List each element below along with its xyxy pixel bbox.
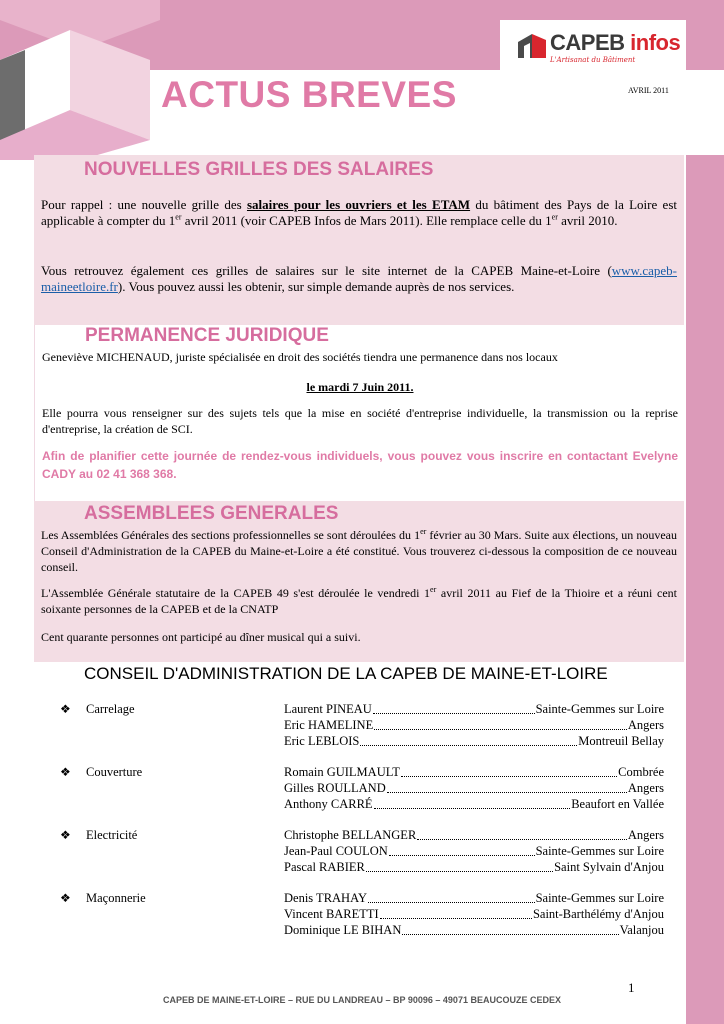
member-name: Gilles ROULLAND (284, 781, 386, 795)
conseil-group (60, 702, 666, 752)
website-link[interactable]: www.capeb-maineetloire.fr (41, 263, 677, 294)
conseil-member-row (284, 781, 664, 797)
dot-leader (417, 828, 627, 840)
member-name: Christophe BELLANGER (284, 828, 417, 842)
member-town: Montreuil Bellay (578, 734, 664, 748)
member-name: Romain GUILMAULT (284, 765, 400, 779)
text-run: du bâtiment des Pays de la Loire est applicable à compter du 1 (41, 197, 678, 228)
text-run: Vous retrouvez également ces grilles de salaires sur le site internet de la CAPEB Maine-et-Loire ( (41, 263, 612, 278)
juridique-date: le mardi 7 Juin 2011. (306, 380, 414, 394)
section-assemblees (34, 501, 684, 662)
superscript: er (420, 527, 427, 536)
dot-leader (374, 718, 627, 730)
text-run: avril 2011 (voir CAPEB Infos de Mars 2011). Elle remplace celle du 1 (181, 213, 552, 228)
juridique-registration-note: Afin de planifier cette journée de rendez-vous individuels, vous pouvez vous inscrire en contactant Evelyne CADY au 02 41 368 368. (42, 449, 678, 481)
footer-address: CAPEB DE MAINE-ET-LOIRE – RUE DU LANDREAU – BP 90096 – 49071 BEAUCOUZE CEDEX (163, 995, 561, 1005)
bullet-icon: ❖ (60, 765, 71, 779)
member-town: Valanjou (619, 923, 664, 937)
member-name: Laurent PINEAU (284, 702, 372, 716)
dot-leader (360, 734, 577, 746)
member-town: Saint Sylvain d'Anjou (554, 860, 664, 874)
superscript: er (430, 585, 437, 594)
member-name: Anthony CARRÉ (284, 797, 373, 811)
text-run-bold: salaires pour les ouvriers et les ETAM (246, 197, 471, 212)
dot-leader (387, 781, 627, 793)
member-town: Combrée (618, 765, 664, 779)
salaires-paragraph-2 (41, 263, 677, 295)
conseil-member-row (284, 718, 664, 734)
capeb-logo-icon (514, 28, 548, 62)
dot-leader (380, 907, 532, 919)
conseil-member-row (284, 702, 664, 718)
conseil-member-row (284, 828, 664, 844)
text-run: avril 2011 au Fief de la Thioire et a réuni cent soixante personnes de la CAPEB et de la CNATP (41, 586, 677, 616)
member-name: Dominique LE BIHAN (284, 923, 402, 937)
member-name: Denis TRAHAY (284, 891, 367, 905)
assemblees-paragraph-3: Cent quarante personnes ont participé au dîner musical qui a suivi. (41, 630, 361, 644)
bullet-icon: ❖ (60, 891, 71, 905)
dot-leader (368, 891, 535, 903)
conseil-member-row (284, 765, 664, 781)
assemblees-paragraph-1 (41, 527, 677, 575)
member-town: Angers (627, 718, 664, 732)
cube-decoration-icon (0, 0, 160, 160)
section-title-salaires: NOUVELLES GRILLES DES SALAIRES (84, 159, 434, 180)
member-name: Eric HAMELINE (284, 718, 374, 732)
member-name: Jean-Paul COULON (284, 844, 388, 858)
juridique-paragraph-2: Elle pourra vous renseigner sur des sujets tels que la mise en société d'entreprise individuelle, la transmission ou la reprise d'entreprise, la création de SCI. (42, 406, 678, 436)
conseil-member-row (284, 923, 664, 939)
text-run: Les Assemblées Générales des sections professionnelles se sont déroulées du 1 (41, 528, 421, 542)
conseil-member-row (284, 734, 664, 750)
text-run: Pour rappel : une nouvelle grille des (41, 197, 247, 212)
capeb-infos-logo (500, 20, 686, 72)
dot-leader (389, 844, 535, 856)
salaires-paragraph-1 (41, 197, 677, 229)
logo-wordmark (550, 30, 680, 56)
bullet-icon: ❖ (60, 828, 71, 842)
dot-leader (366, 860, 553, 872)
conseil-category: Maçonnerie (86, 891, 146, 905)
conseil-category: Electricité (86, 828, 138, 842)
conseil-member-row (284, 891, 664, 907)
section-title-juridique: PERMANENCE JURIDIQUE (85, 325, 329, 346)
issue-date: AVRIL 2011 (628, 86, 669, 95)
conseil-category: Couverture (86, 765, 143, 779)
conseil-member-row (284, 860, 664, 876)
section-title-assemblees: ASSEMBLEES GENERALES (84, 503, 339, 524)
section-salaires (34, 155, 684, 325)
text-run: ). Vous pouvez aussi les obtenir, sur simple demande auprès de nos services. (117, 279, 515, 294)
text-run: avril 2010. (557, 213, 618, 228)
logo-tagline: L'Artisanat du Bâtiment (550, 56, 636, 64)
dot-leader (373, 702, 535, 714)
member-name: Pascal RABIER (284, 860, 365, 874)
juridique-paragraph-1: Geneviève MICHENAUD, juriste spécialisée en droit des sociétés tiendra une permanence dans nos locaux (42, 350, 558, 364)
conseil-group (60, 828, 666, 878)
page-title: ACTUS BREVES (161, 74, 457, 115)
conseil-group (60, 765, 666, 815)
dot-leader (374, 797, 571, 809)
conseil-group (60, 891, 666, 941)
member-town: Angers (627, 781, 664, 795)
member-town: Sainte-Gemmes sur Loire (535, 702, 664, 716)
dot-leader (401, 765, 617, 777)
member-town: Angers (627, 828, 664, 842)
member-town: Sainte-Gemmes sur Loire (535, 844, 664, 858)
superscript: er (551, 212, 558, 222)
logo-capeb-text: CAPEB (550, 30, 625, 55)
page-number: 1 (628, 980, 635, 995)
conseil-member-row (284, 797, 664, 813)
member-name: Eric LEBLOIS (284, 734, 360, 748)
assemblees-paragraph-2 (41, 585, 677, 617)
text-run: février au 30 Mars. Suite aux élections, un nouveau Conseil d'Administration de la CAPEB du Maine-et-Loire a été constitué. Vous trouverez ci-dessous la composition de ce nouveau conseil. (41, 528, 678, 574)
member-town: Sainte-Gemmes sur Loire (535, 891, 664, 905)
logo-infos-text: infos (630, 30, 681, 55)
member-town: Saint-Barthélémy d'Anjou (532, 907, 664, 921)
right-decor-band (686, 155, 724, 1024)
member-name: Vincent BARETTI (284, 907, 379, 921)
text-run: L'Assemblée Générale statutaire de la CAPEB 49 s'est déroulée le vendredi 1 (41, 586, 431, 600)
conseil-title: CONSEIL D'ADMINISTRATION DE LA CAPEB DE MAINE-ET-LOIRE (84, 664, 608, 683)
conseil-member-row (284, 844, 664, 860)
conseil-member-row (284, 907, 664, 923)
superscript: er (175, 212, 182, 222)
dot-leader (402, 923, 618, 935)
member-town: Beaufort en Vallée (571, 797, 664, 811)
bullet-icon: ❖ (60, 702, 71, 716)
section-juridique (34, 325, 684, 501)
conseil-category: Carrelage (86, 702, 135, 716)
